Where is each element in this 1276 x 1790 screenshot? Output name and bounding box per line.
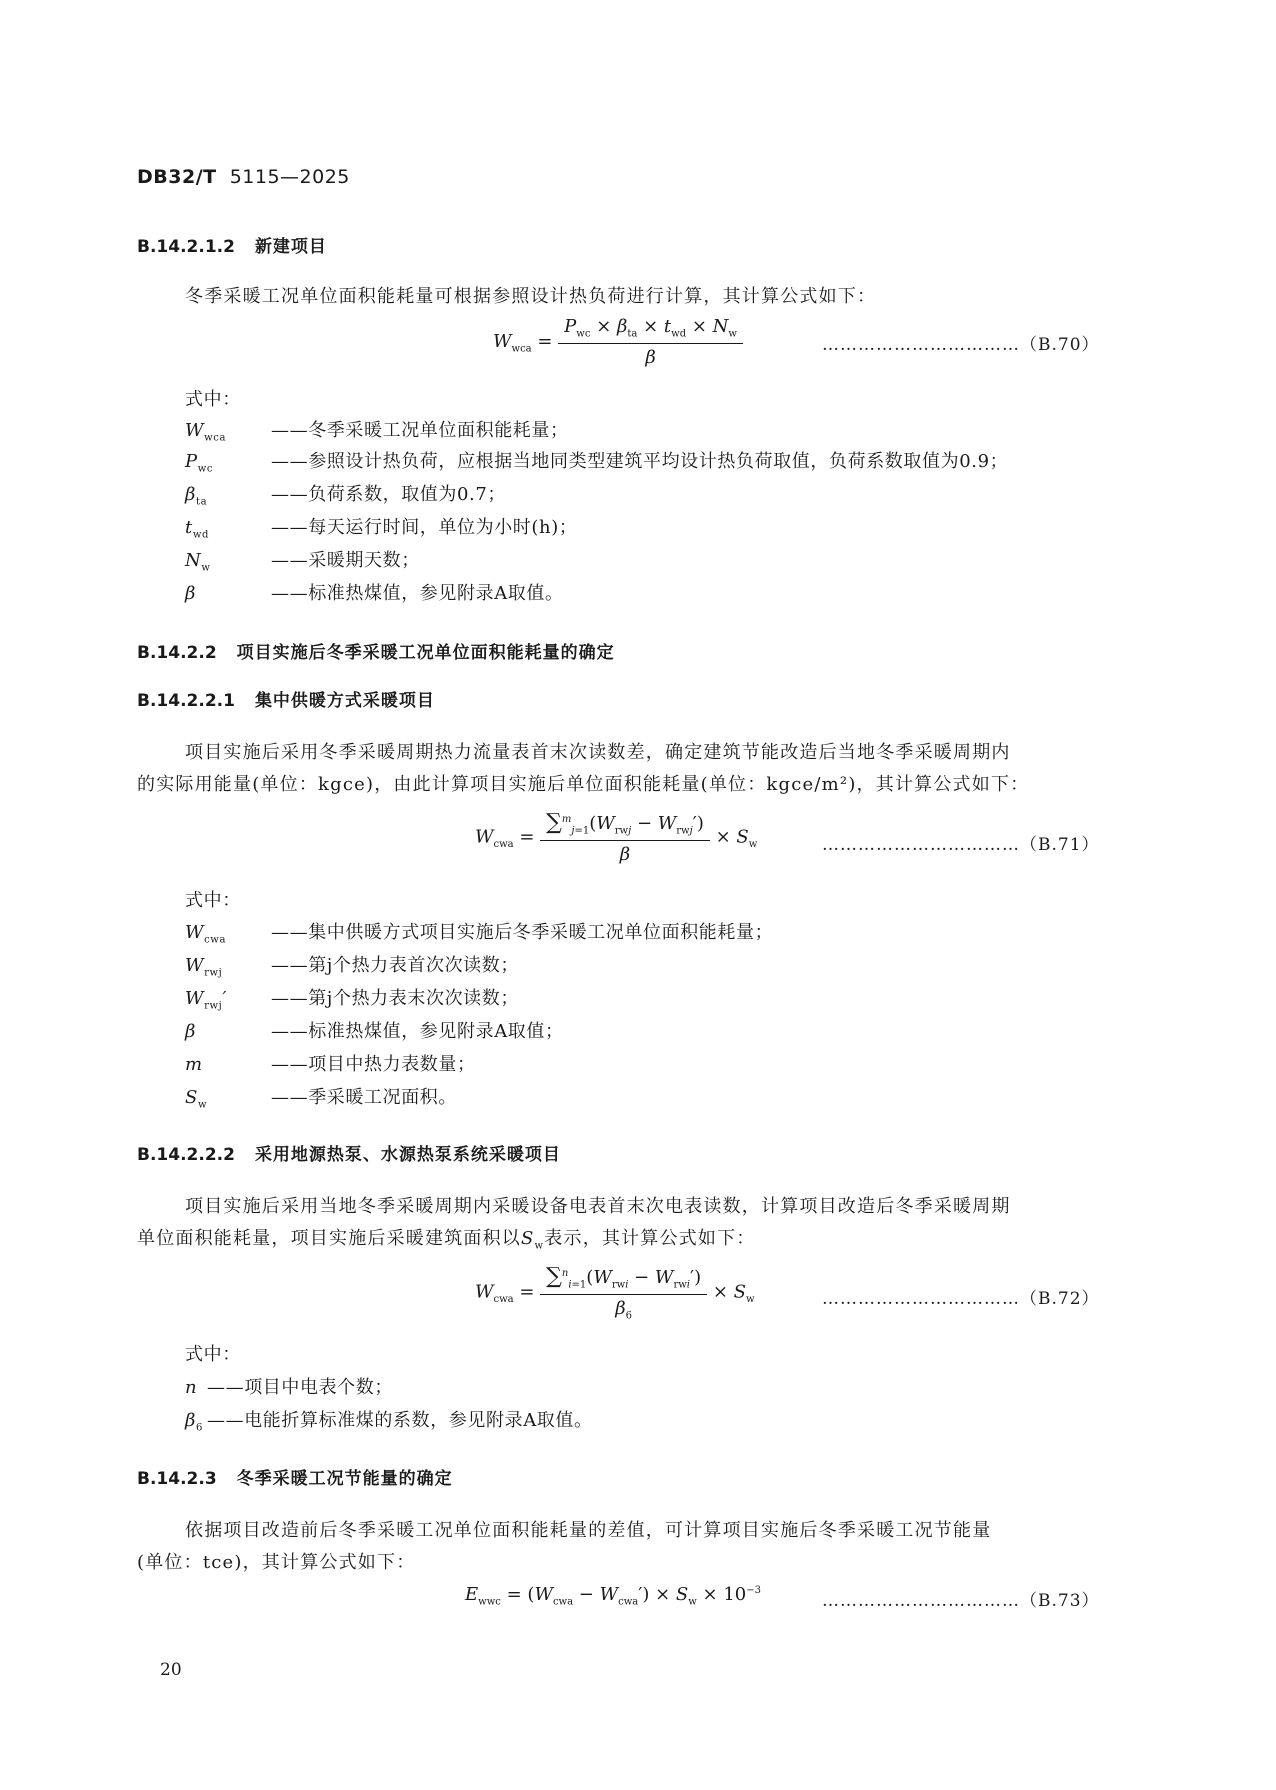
section-title: 冬季采暖工况节能量的确定	[236, 1469, 453, 1489]
document-code-number: 5115—2025	[229, 166, 350, 188]
variable-definition: $\beta_6$ ——电能折算标准煤的系数，参见附录A取值。	[185, 1410, 593, 1434]
equation-number-b70: ……………………………（B.70）	[822, 335, 1100, 355]
variable-definition: $W_{cwa}$ ——集中供暖方式项目实施后冬季采暖工况单位面积能耗量；	[185, 922, 774, 946]
where-label: 式中：	[185, 1344, 241, 1365]
section-number: B.14.2.3	[137, 1469, 217, 1489]
document-code	[137, 166, 350, 188]
document-code-prefix: DB32/T	[137, 166, 217, 188]
variable-definition: $N_w$ ——采暖期天数；	[185, 550, 420, 574]
variable-definition: $W_{wca}$ ——冬季采暖工况单位面积能耗量；	[185, 420, 569, 444]
formula-b73: $E_{wwc} = (W_{cwa} - W_{cwa}') \times S_w \times 10^{-3}$	[465, 1584, 761, 1608]
formula-b70: $W_{wca}$ = $\frac{P_{wc} \times \beta_{ta} \times t_{wd} \times N_w}{\beta}$	[493, 316, 743, 368]
section-number: B.14.2.2.1	[137, 691, 235, 711]
paragraph: 冬季采暖工况单位面积能耗量可根据参照设计热负荷进行计算，其计算公式如下：	[185, 286, 877, 307]
paragraph: 单位面积能耗量，项目实施后采暖建筑面积以$S_w$表示，其计算公式如下：	[137, 1228, 756, 1252]
paragraph: (单位：tce)，其计算公式如下：	[137, 1552, 416, 1573]
variable-definition: $P_{wc}$ ——参照设计热负荷，应根据当地同类型建筑平均设计热负荷取值，负荷系数取值为0.9；	[185, 451, 1009, 475]
variable-definition: $W_{rwj}$ ——第j个热力表首次次读数；	[185, 955, 519, 979]
paragraph: 的实际用能量(单位：kgce)，由此计算项目实施后单位面积能耗量(单位：kgce/m²)，其计算公式如下：	[137, 774, 1030, 795]
section-number: B.14.2.1.2	[137, 237, 235, 257]
equation-number-b72: ……………………………（B.72）	[822, 1289, 1100, 1309]
variable-definition: β ——标准热煤值，参见附录A取值。	[185, 583, 564, 604]
variable-definition: $t_{wd}$ ——每天运行时间，单位为小时(h)；	[185, 517, 578, 541]
section-heading-b1423	[137, 1464, 453, 1489]
where-label: 式中：	[185, 389, 241, 410]
section-title: 采用地源热泵、水源热泵系统采暖项目	[254, 1145, 561, 1165]
variable-definition: $S_w$ ——季采暖工况面积。	[185, 1087, 457, 1111]
equation-number-b71: ……………………………（B.71）	[822, 835, 1100, 855]
where-label: 式中：	[185, 890, 241, 911]
paragraph: 项目实施后采用当地冬季采暖周期内采暖设备电表首末次电表读数，计算项目改造后冬季采暖周期	[185, 1196, 1011, 1217]
section-number: B.14.2.2.2	[137, 1145, 235, 1165]
paragraph: 依据项目改造前后冬季采暖工况单位面积能耗量的差值，可计算项目实施后冬季采暖工况节能量	[185, 1520, 992, 1541]
section-heading-b14222	[137, 1140, 561, 1165]
section-title: 新建项目	[254, 237, 327, 257]
variable-definition: n ——项目中电表个数；	[185, 1377, 393, 1398]
section-title: 项目实施后冬季采暖工况单位面积能耗量的确定	[236, 643, 615, 663]
equation-number-b73: ……………………………（B.73）	[822, 1591, 1100, 1611]
variable-definition: $W_{rwj}'$ ——第j个热力表末次次读数；	[185, 988, 519, 1012]
section-heading-b1422	[137, 638, 615, 663]
section-heading-b14212	[137, 232, 327, 257]
variable-definition: β ——标准热煤值，参见附录A取值；	[185, 1021, 564, 1042]
page-number: 20	[160, 1660, 182, 1680]
section-number: B.14.2.2	[137, 643, 217, 663]
section-heading-b14221	[137, 686, 435, 711]
paragraph: 项目实施后采用冬季采暖周期热力流量表首末次读数差，确定建筑节能改造后当地冬季采暖周期内	[185, 742, 1011, 763]
formula-b71: $W_{cwa}$ = $\frac{\sum^m_{j=1}(W_{rwj} - W_{rwj}')}{\beta}$ × $S_w$	[475, 810, 758, 865]
variable-definition: $\beta_{ta}$ ——负荷系数，取值为0.7；	[185, 484, 507, 508]
section-title: 集中供暖方式采暖项目	[254, 691, 435, 711]
formula-b72: $W_{cwa}$ = $\frac{\sum^n_{i=1}(W_{rwi} - W_{rwi}')}{\beta_6}$ × $S_w$	[475, 1264, 755, 1322]
variable-definition: m ——项目中热力表数量；	[185, 1054, 476, 1075]
